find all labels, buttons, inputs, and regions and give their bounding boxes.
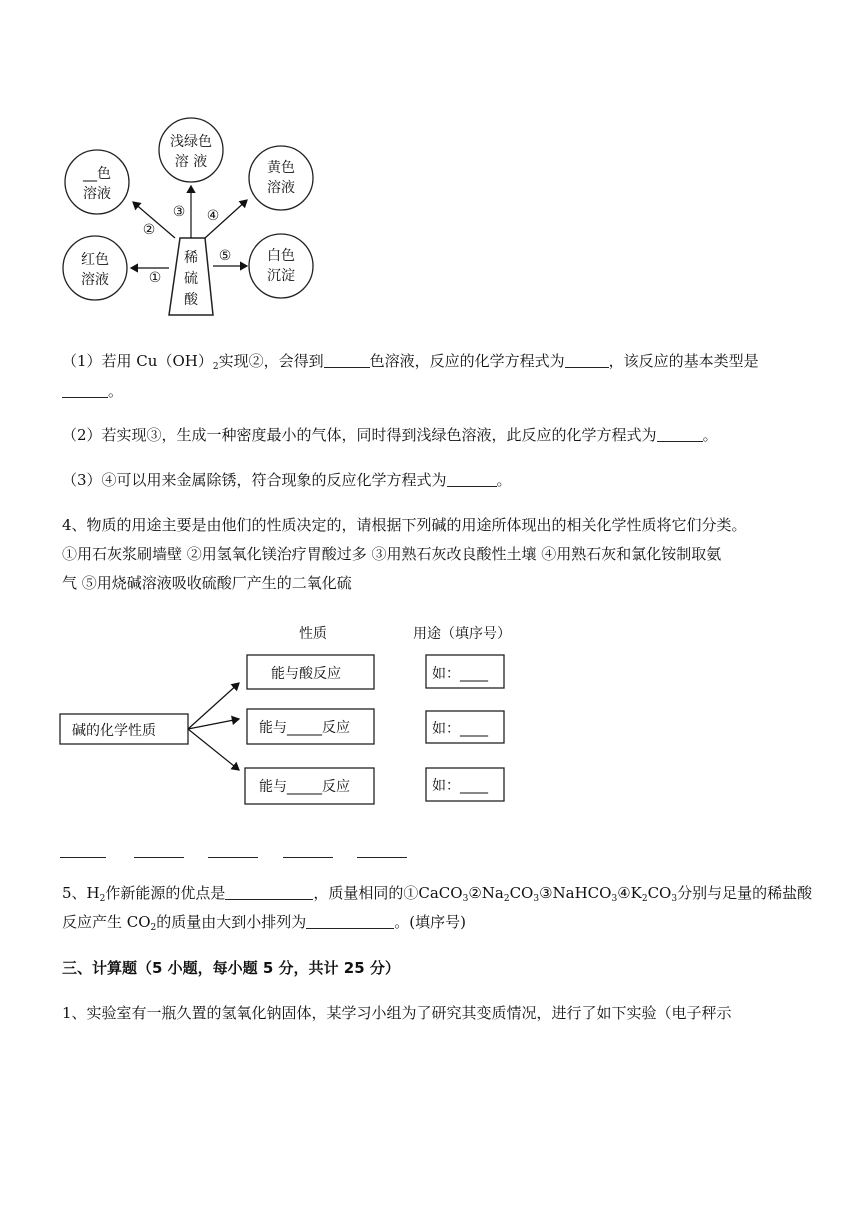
node-light-green-line2: 溶 液 xyxy=(174,154,208,170)
node-white-line2: 沉淀 xyxy=(267,268,295,284)
answer-blank[interactable] xyxy=(208,843,258,858)
header-property: 性质 xyxy=(299,626,327,642)
acid-label-2: 硫 xyxy=(184,271,198,287)
node-yellow xyxy=(249,146,313,210)
use-prefix-1: 如： xyxy=(432,666,460,682)
acid-label-1: 稀 xyxy=(184,250,198,266)
branch-arrow-1 xyxy=(188,683,239,729)
node-red-line1: 红色 xyxy=(81,252,109,268)
root-label: 碱的化学性质 xyxy=(72,723,156,739)
answer-blank[interactable] xyxy=(134,843,184,858)
node-white xyxy=(249,234,313,298)
q1-part2: （2）若实现③，生成一种密度最小的气体，同时得到浅绿色溶液，此反应的化学方程式为 。 xyxy=(62,426,718,444)
base-properties-diagram xyxy=(55,618,535,813)
answer-blank[interactable] xyxy=(657,427,703,442)
use-blank-1: ____ xyxy=(460,666,488,682)
answer-blank[interactable] xyxy=(357,843,407,858)
property-label-3: 能与_____反应 xyxy=(259,779,350,795)
property-label-1: 能与酸反应 xyxy=(271,666,341,682)
header-use: 用途（填序号） xyxy=(413,626,511,642)
q5-line2: 反应产生 $CO_2$的质量由大到小排列为 。(填序号) xyxy=(62,913,467,933)
property-label-2: 能与_____反应 xyxy=(259,720,350,736)
answer-blank[interactable] xyxy=(283,843,333,858)
node-yellow-line2: 溶液 xyxy=(267,180,295,196)
arrow-label-4: ④ xyxy=(206,208,220,224)
branch-arrow-3 xyxy=(188,729,239,770)
section3-q1: 1、实验室有一瓶久置的氢氧化钠固体，某学习小组为了研究其变质情况，进行了如下实验（电子秤示 xyxy=(62,1004,732,1022)
arrow-label-2: ② xyxy=(142,222,156,238)
node-white-line1: 白色 xyxy=(267,248,295,264)
answer-blank[interactable] xyxy=(447,472,497,487)
answer-blank[interactable] xyxy=(60,843,106,858)
node-red-line2: 溶液 xyxy=(81,272,109,288)
answer-blank[interactable] xyxy=(565,353,609,368)
branch-arrow-2 xyxy=(188,719,239,729)
q4-line2: ①用石灰浆刷墙壁 ②用氢氧化镁治疗胃酸过多 ③用熟石灰改良酸性土壤 ④用熟石灰和氯化铵制取氨 xyxy=(62,545,722,563)
answer-blank[interactable] xyxy=(306,914,394,929)
q4-line3: 气 ⑤用烧碱溶液吸收硫酸厂产生的二氧化硫 xyxy=(62,574,352,592)
node-blank-color-line2: 溶液 xyxy=(83,186,111,202)
q1-part1-line1: （1）若用 $Cu(OH)_2$实现②，会得到 色溶液，反应的化学方程式为 ，该反应的基本类型是 xyxy=(62,352,759,372)
node-blank-color xyxy=(65,150,129,214)
arrow-label-5: ⑤ xyxy=(218,248,232,264)
acid-label-3: 酸 xyxy=(184,292,198,308)
use-blank-2: ____ xyxy=(460,721,488,737)
q1-part1-line2: 。 xyxy=(62,380,123,402)
arrow-label-3: ③ xyxy=(172,204,186,220)
node-blank-color-line1: __色 xyxy=(83,166,111,182)
sulfuric-acid-diagram xyxy=(55,110,325,320)
q5-line1: 5、$H_2$作新能源的优点是 ，质量相同的$①CaCO_3②Na_2CO_3③NaHCO_3④K_2CO_3$分别与足量的稀盐酸 xyxy=(62,884,813,904)
answer-blank[interactable] xyxy=(62,383,108,398)
use-prefix-3: 如： xyxy=(432,778,460,794)
node-light-green xyxy=(159,118,223,182)
answer-blank[interactable] xyxy=(225,885,313,900)
use-prefix-2: 如： xyxy=(432,721,460,737)
node-light-green-line1: 浅绿色 xyxy=(170,134,212,150)
node-yellow-line1: 黄色 xyxy=(267,160,295,176)
use-blank-3: ____ xyxy=(460,778,488,794)
arrow-label-1: ① xyxy=(148,270,162,286)
section3-heading: 三、计算题（5 小题，每小题 5 分，共计 25 分） xyxy=(62,959,400,977)
q4-line1: 4、物质的用途主要是由他们的性质决定的，请根据下列碱的用途所体现出的相关化学性质将它们分类。 xyxy=(62,516,747,534)
node-red xyxy=(63,236,127,300)
answer-blanks-row xyxy=(60,843,420,857)
answer-blank[interactable] xyxy=(324,353,370,368)
q1-part3: （3）④可以用来金属除锈，符合现象的反应化学方程式为 。 xyxy=(62,471,512,489)
